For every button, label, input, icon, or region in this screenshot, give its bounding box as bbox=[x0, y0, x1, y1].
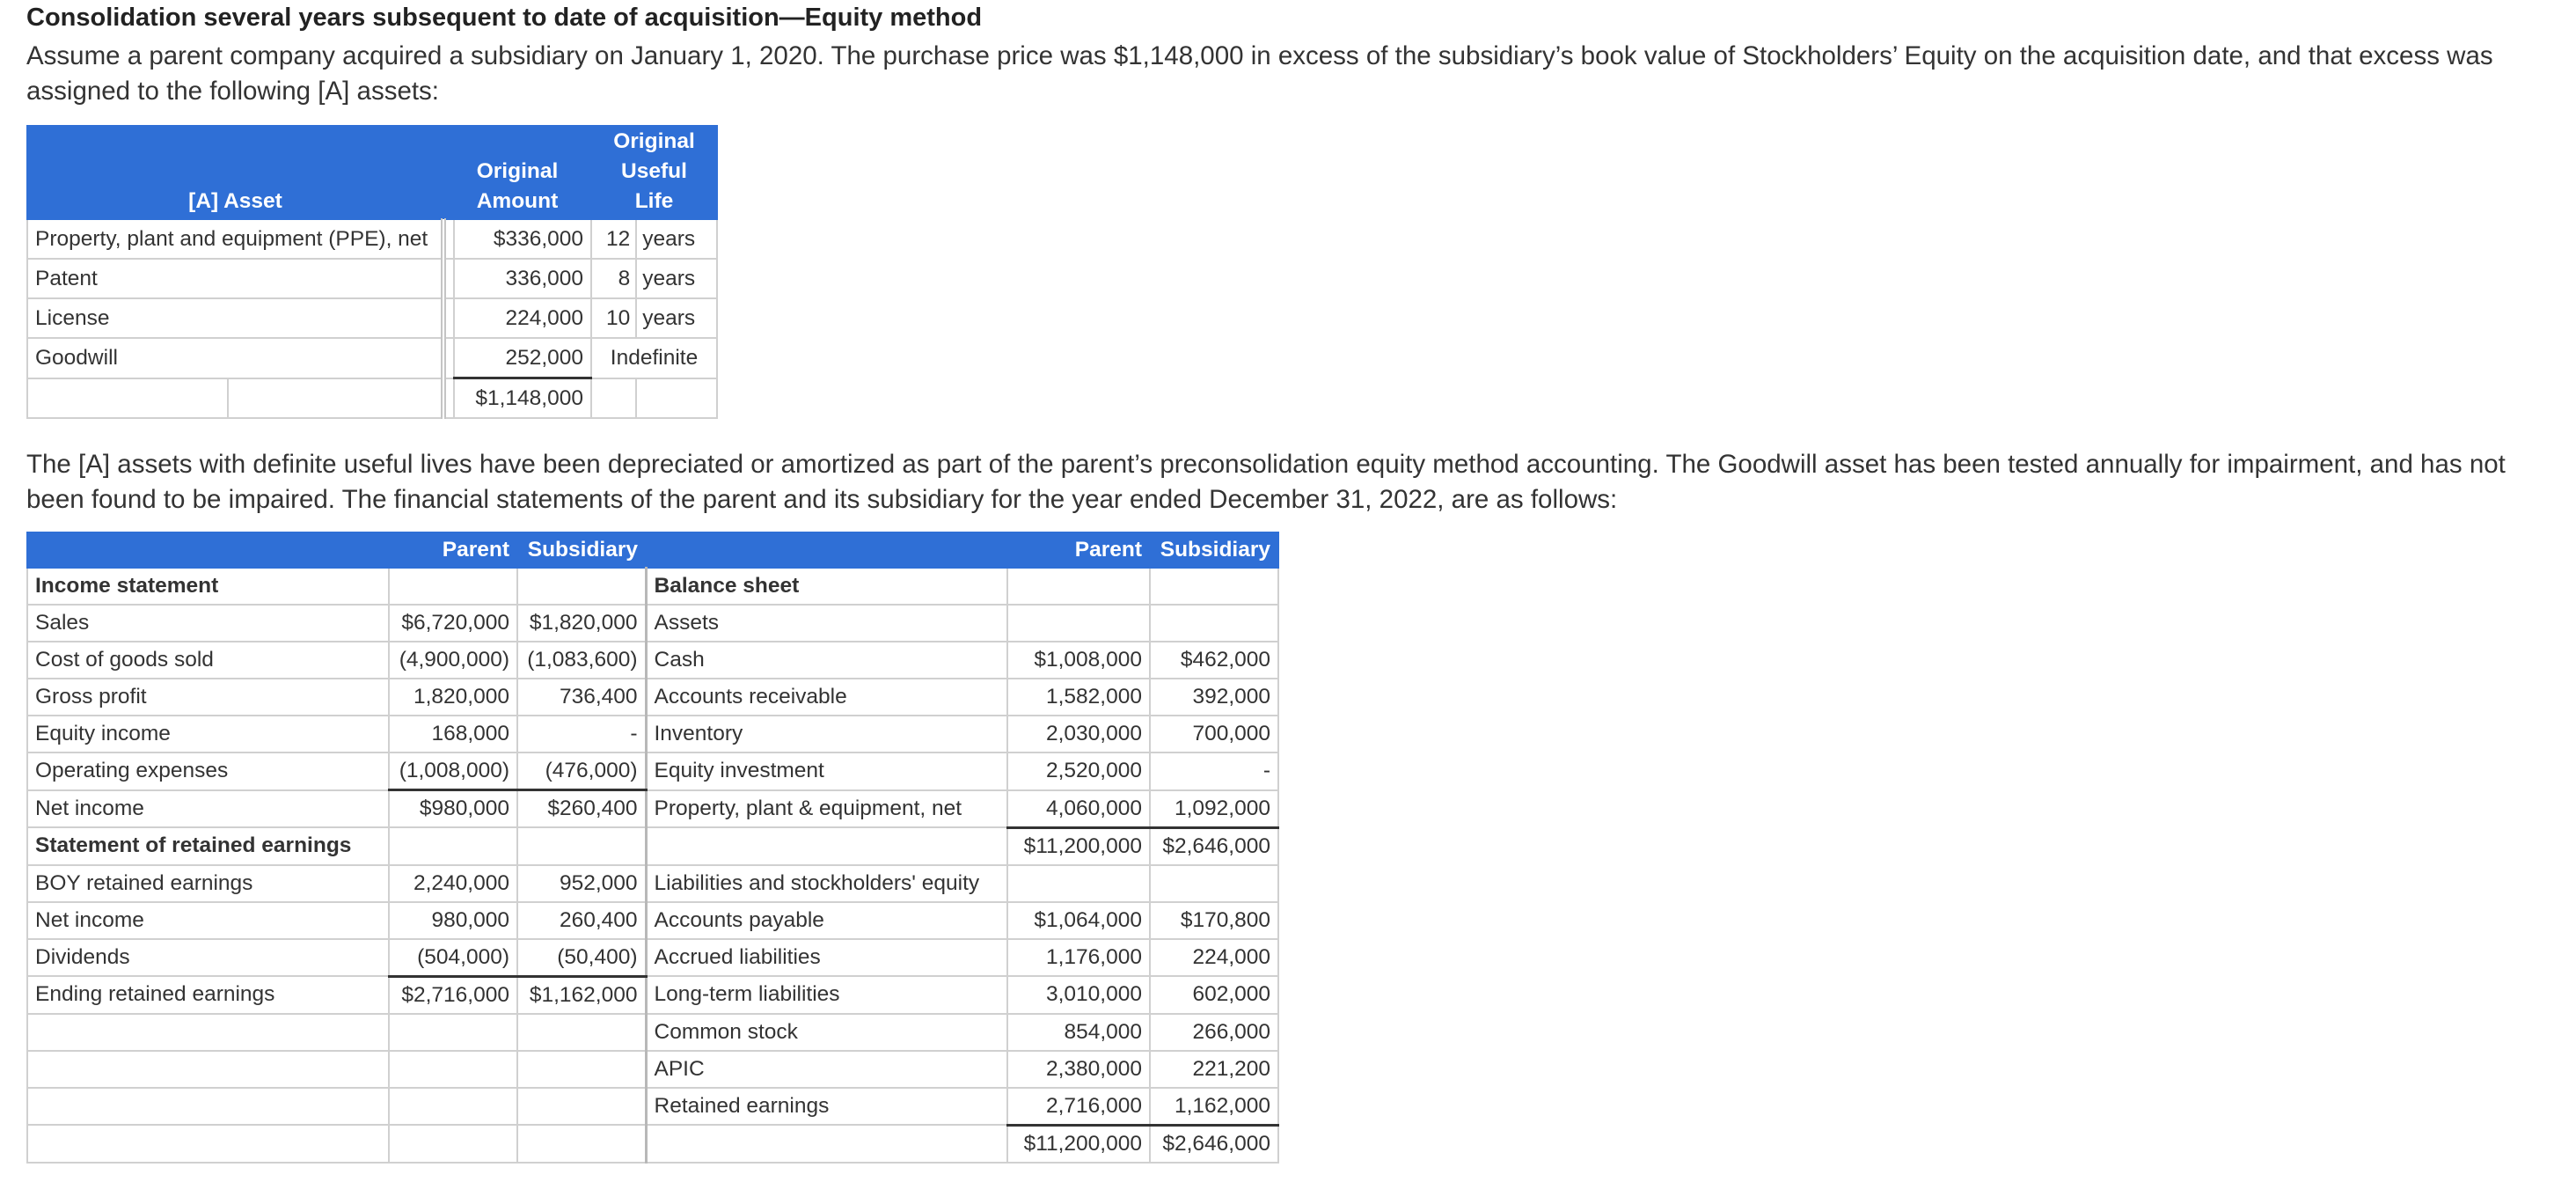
parent-balance bbox=[1007, 605, 1150, 642]
income-label: BOY retained earnings bbox=[27, 865, 389, 902]
useful-life-number: 12 bbox=[591, 219, 636, 259]
income-label: Gross profit bbox=[27, 679, 389, 716]
income-label: Operating expenses bbox=[27, 752, 389, 790]
statement-row bbox=[27, 1051, 1278, 1088]
balance-label: Accrued liabilities bbox=[646, 939, 1007, 977]
subsidiary-balance: 224,000 bbox=[1150, 939, 1278, 977]
subsidiary-balance bbox=[1150, 865, 1278, 902]
statement-row bbox=[27, 679, 1278, 716]
subsidiary-value bbox=[517, 1125, 646, 1163]
subsidiary-value: - bbox=[517, 716, 646, 752]
subsidiary-value bbox=[517, 1014, 646, 1051]
asset-row bbox=[27, 219, 717, 259]
parent-balance: $1,064,000 bbox=[1007, 902, 1150, 939]
income-label: Cost of goods sold bbox=[27, 642, 389, 679]
header-subsidiary: Subsidiary bbox=[517, 532, 646, 568]
cell-divider bbox=[443, 259, 454, 298]
useful-life-number: 8 bbox=[591, 259, 636, 298]
financial-statements-table bbox=[26, 532, 1279, 1164]
asset-name: Goodwill bbox=[27, 338, 443, 378]
subsidiary-value: $1,162,000 bbox=[517, 976, 646, 1014]
header-original-amount: Original Amount bbox=[443, 126, 591, 219]
subsidiary-balance: $2,646,000 bbox=[1150, 1125, 1278, 1163]
parent-value: $980,000 bbox=[389, 790, 517, 828]
parent-balance bbox=[1007, 865, 1150, 902]
original-amount: 252,000 bbox=[454, 338, 591, 378]
asset-table bbox=[26, 125, 718, 419]
statement-row bbox=[27, 568, 1278, 605]
subsidiary-balance: 1,162,000 bbox=[1150, 1088, 1278, 1126]
balance-label: Property, plant & equipment, net bbox=[646, 790, 1007, 828]
balance-label: Long-term liabilities bbox=[646, 976, 1007, 1014]
useful-life-number: 10 bbox=[591, 298, 636, 338]
balance-label: APIC bbox=[646, 1051, 1007, 1088]
statement-row bbox=[27, 1125, 1278, 1163]
subsidiary-balance: 221,200 bbox=[1150, 1051, 1278, 1088]
subsidiary-balance: $170,800 bbox=[1150, 902, 1278, 939]
income-label bbox=[27, 1014, 389, 1051]
balance-label: Cash bbox=[646, 642, 1007, 679]
income-label bbox=[27, 1088, 389, 1126]
statement-row bbox=[27, 790, 1278, 828]
income-label: Dividends bbox=[27, 939, 389, 977]
financial-table-header bbox=[27, 532, 1278, 568]
parent-balance bbox=[1007, 568, 1150, 605]
page-title: Consolidation several years subsequent to date of acquisition—Equity method bbox=[26, 4, 983, 32]
original-amount: 224,000 bbox=[454, 298, 591, 338]
asset-row bbox=[27, 259, 717, 298]
parent-value bbox=[389, 1125, 517, 1163]
statement-row bbox=[27, 827, 1278, 865]
original-amount: $336,000 bbox=[454, 219, 591, 259]
parent-value: $6,720,000 bbox=[389, 605, 517, 642]
subsidiary-balance: $2,646,000 bbox=[1150, 827, 1278, 865]
subsidiary-value: $260,400 bbox=[517, 790, 646, 828]
income-label: Income statement bbox=[27, 568, 389, 605]
header-parent: Parent bbox=[389, 532, 517, 568]
income-label: Ending retained earnings bbox=[27, 976, 389, 1014]
parent-value: 2,240,000 bbox=[389, 865, 517, 902]
parent-balance: 2,380,000 bbox=[1007, 1051, 1150, 1088]
statement-row bbox=[27, 1014, 1278, 1051]
header-parent-2: Parent bbox=[1007, 532, 1150, 568]
parent-value: (4,900,000) bbox=[389, 642, 517, 679]
intro-paragraph: Assume a parent company acquired a subsidiary on January 1, 2020. The purchase price was $1,148,000 in excess of the subsidiary’s book value of Stockholders’ Equity on the acquisition date, and that excess was assigned to the following [A] assets: bbox=[26, 41, 2493, 106]
subsidiary-balance: 602,000 bbox=[1150, 976, 1278, 1014]
header-blank-2 bbox=[646, 532, 1007, 568]
parent-balance: $11,200,000 bbox=[1007, 1125, 1150, 1163]
useful-life-unit: years bbox=[636, 219, 717, 259]
subsidiary-value: $1,820,000 bbox=[517, 605, 646, 642]
parent-value: $2,716,000 bbox=[389, 976, 517, 1014]
parent-value bbox=[389, 1051, 517, 1088]
asset-name: Property, plant and equipment (PPE), net bbox=[27, 219, 443, 259]
financial-table-body bbox=[27, 568, 1278, 1163]
parent-value: 1,820,000 bbox=[389, 679, 517, 716]
subsidiary-value: (50,400) bbox=[517, 939, 646, 977]
parent-value bbox=[389, 568, 517, 605]
subsidiary-balance: 392,000 bbox=[1150, 679, 1278, 716]
statement-row bbox=[27, 716, 1278, 752]
cell-divider bbox=[443, 378, 454, 419]
balance-label: Liabilities and stockholders' equity bbox=[646, 865, 1007, 902]
balance-label: Retained earnings bbox=[646, 1088, 1007, 1126]
balance-label: Equity investment bbox=[646, 752, 1007, 790]
balance-label: Inventory bbox=[646, 716, 1007, 752]
income-label bbox=[27, 1125, 389, 1163]
parent-balance: 4,060,000 bbox=[1007, 790, 1150, 828]
asset-name: License bbox=[27, 298, 443, 338]
blank-cell bbox=[636, 378, 717, 419]
cell-divider bbox=[443, 219, 454, 259]
asset-table-body bbox=[27, 219, 717, 418]
balance-label bbox=[646, 1125, 1007, 1163]
parent-balance: 1,582,000 bbox=[1007, 679, 1150, 716]
useful-life-unit: years bbox=[636, 298, 717, 338]
subsidiary-value: 260,400 bbox=[517, 902, 646, 939]
subsidiary-value: (476,000) bbox=[517, 752, 646, 790]
asset-name: Patent bbox=[27, 259, 443, 298]
header-asset: [A] Asset bbox=[27, 126, 443, 219]
parent-balance: 2,520,000 bbox=[1007, 752, 1150, 790]
statement-row bbox=[27, 642, 1278, 679]
parent-balance: 2,030,000 bbox=[1007, 716, 1150, 752]
cell-divider bbox=[443, 298, 454, 338]
balance-label: Accounts payable bbox=[646, 902, 1007, 939]
asset-total-row bbox=[27, 378, 717, 419]
subsidiary-value bbox=[517, 827, 646, 865]
blank-cell bbox=[228, 378, 443, 419]
income-label: Net income bbox=[27, 790, 389, 828]
balance-label: Accounts receivable bbox=[646, 679, 1007, 716]
subsidiary-value: (1,083,600) bbox=[517, 642, 646, 679]
income-label: Statement of retained earnings bbox=[27, 827, 389, 865]
income-label bbox=[27, 1051, 389, 1088]
parent-value: (504,000) bbox=[389, 939, 517, 977]
subsidiary-balance: $462,000 bbox=[1150, 642, 1278, 679]
parent-balance: 3,010,000 bbox=[1007, 976, 1150, 1014]
subsidiary-balance: 266,000 bbox=[1150, 1014, 1278, 1051]
asset-row bbox=[27, 298, 717, 338]
parent-balance: 2,716,000 bbox=[1007, 1088, 1150, 1126]
header-original-useful-life: Original Useful Life bbox=[591, 126, 717, 219]
middle-paragraph: The [A] assets with definite useful lives have been depreciated or amortized as part of the parent’s preconsolidation equity method accounting. The Goodwill asset has been tested annually for impairment, and has not been found to be impaired. The financial statements of the parent and its subsidiary for the year ended December 31, 2022, are as follows: bbox=[26, 450, 2506, 514]
subsidiary-value: 952,000 bbox=[517, 865, 646, 902]
subsidiary-balance: 1,092,000 bbox=[1150, 790, 1278, 828]
subsidiary-value: 736,400 bbox=[517, 679, 646, 716]
asset-row bbox=[27, 338, 717, 378]
subsidiary-value bbox=[517, 1051, 646, 1088]
parent-value bbox=[389, 1014, 517, 1051]
subsidiary-balance bbox=[1150, 605, 1278, 642]
subsidiary-balance: - bbox=[1150, 752, 1278, 790]
statement-row bbox=[27, 976, 1278, 1014]
asset-total: $1,148,000 bbox=[454, 378, 591, 419]
asset-table-header bbox=[27, 126, 717, 219]
cell-divider bbox=[443, 338, 454, 378]
statement-row bbox=[27, 1088, 1278, 1126]
parent-value: (1,008,000) bbox=[389, 752, 517, 790]
parent-value bbox=[389, 1088, 517, 1126]
parent-value bbox=[389, 827, 517, 865]
parent-balance: 854,000 bbox=[1007, 1014, 1150, 1051]
blank-cell bbox=[591, 378, 636, 419]
parent-value: 980,000 bbox=[389, 902, 517, 939]
useful-life: Indefinite bbox=[591, 338, 717, 378]
statement-row bbox=[27, 865, 1278, 902]
income-label: Equity income bbox=[27, 716, 389, 752]
useful-life-unit: years bbox=[636, 259, 717, 298]
subsidiary-value bbox=[517, 568, 646, 605]
parent-balance: $1,008,000 bbox=[1007, 642, 1150, 679]
statement-row bbox=[27, 939, 1278, 977]
blank-cell bbox=[27, 378, 228, 419]
parent-value: 168,000 bbox=[389, 716, 517, 752]
balance-label: Assets bbox=[646, 605, 1007, 642]
parent-balance: 1,176,000 bbox=[1007, 939, 1150, 977]
statement-row bbox=[27, 752, 1278, 790]
subsidiary-value bbox=[517, 1088, 646, 1126]
balance-label bbox=[646, 827, 1007, 865]
subsidiary-balance: 700,000 bbox=[1150, 716, 1278, 752]
income-label: Sales bbox=[27, 605, 389, 642]
original-amount: 336,000 bbox=[454, 259, 591, 298]
parent-balance: $11,200,000 bbox=[1007, 827, 1150, 865]
balance-label: Common stock bbox=[646, 1014, 1007, 1051]
statement-row bbox=[27, 902, 1278, 939]
statement-row bbox=[27, 605, 1278, 642]
header-blank bbox=[27, 532, 389, 568]
header-subsidiary-2: Subsidiary bbox=[1150, 532, 1278, 568]
balance-label: Balance sheet bbox=[646, 568, 1007, 605]
income-label: Net income bbox=[27, 902, 389, 939]
subsidiary-balance bbox=[1150, 568, 1278, 605]
